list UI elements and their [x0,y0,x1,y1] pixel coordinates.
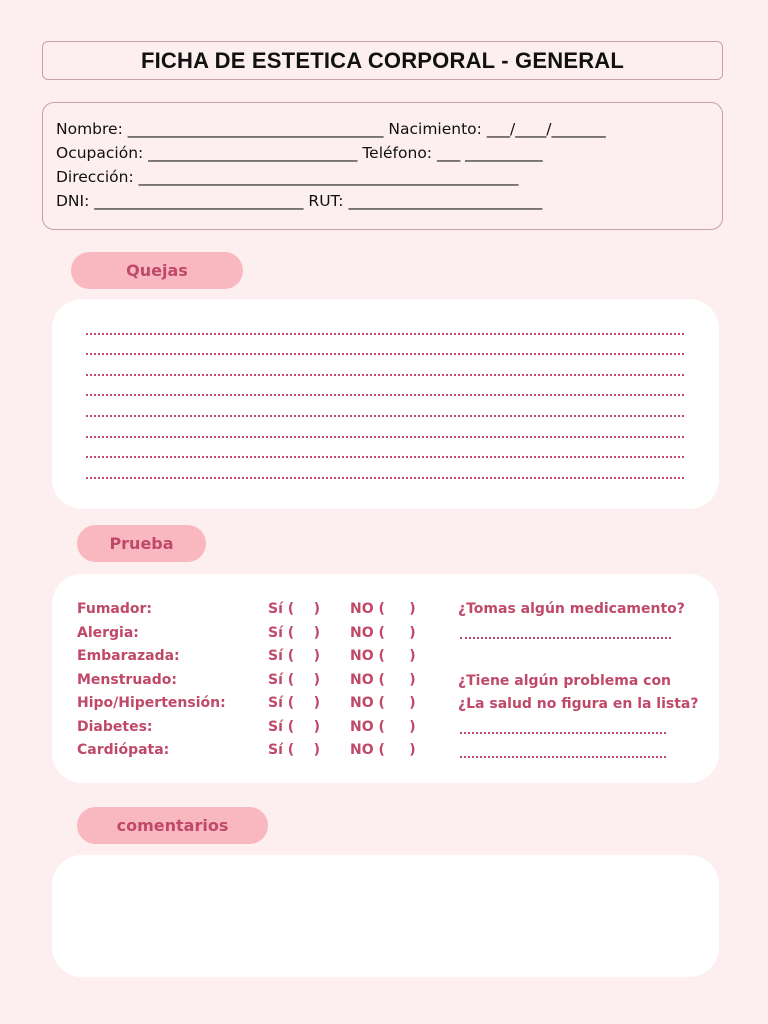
si-checkbox[interactable]: Sí ( ) [268,742,321,758]
health-problem-question: ¿Tiene algún problema con [458,673,672,689]
prueba-card [52,574,719,783]
condition-label: Fumador: [77,601,153,617]
no-checkbox[interactable]: NO ( ) [350,625,416,641]
si-checkbox[interactable]: Sí ( ) [268,625,321,641]
si-checkbox[interactable]: Sí ( ) [268,719,321,735]
writing-line [86,333,684,335]
condition-label: Menstruado: [77,672,177,688]
no-checkbox[interactable]: NO ( ) [350,648,416,664]
writing-line [86,415,684,417]
name-birth-line[interactable]: Nombre: _________________________________ Nacimiento: ___/____/_______ [56,120,606,138]
no-checkbox[interactable]: NO ( ) [350,719,416,735]
occupation-phone-line[interactable]: Ocupación: ___________________________ Teléfono: ___ __________ [56,144,543,162]
no-checkbox[interactable]: NO ( ) [350,695,416,711]
writing-line [86,374,684,376]
title-box [42,41,723,80]
dni-rut-line[interactable]: DNI: ___________________________ RUT: _________________________ [56,192,543,210]
si-checkbox[interactable]: Sí ( ) [268,601,321,617]
si-checkbox[interactable]: Sí ( ) [268,695,321,711]
writing-line [86,456,684,458]
form-title: FICHA DE ESTETICA CORPORAL - GENERAL [140,47,625,73]
medication-answer-line[interactable] [460,637,671,639]
medication-question: ¿Tomas algún medicamento? [458,601,685,617]
condition-label: Diabetes: [77,719,153,735]
no-checkbox[interactable]: NO ( ) [350,742,416,758]
comentarios-label: comentarios [77,807,268,844]
si-checkbox[interactable]: Sí ( ) [268,672,321,688]
quejas-card[interactable] [52,299,719,509]
health-answer-line[interactable] [460,732,666,734]
writing-line [86,477,684,479]
condition-label: Cardiópata: [77,742,170,758]
writing-line [86,353,684,355]
condition-label: Alergia: [77,625,139,641]
writing-line [86,394,684,396]
comentarios-card[interactable] [52,855,719,977]
no-checkbox[interactable]: NO ( ) [350,672,416,688]
prueba-label: Prueba [77,525,206,562]
health-answer-line[interactable] [460,756,666,758]
condition-label: Embarazada: [77,648,180,664]
si-checkbox[interactable]: Sí ( ) [268,648,321,664]
quejas-label: Quejas [71,252,243,289]
condition-label: Hipo/Hipertensión: [77,695,226,711]
no-checkbox[interactable]: NO ( ) [350,601,416,617]
personal-info-box [42,102,723,230]
health-problem-question-cont: ¿La salud no figura en la lista? [458,696,699,712]
address-line[interactable]: Dirección: _________________________________________________ [56,168,519,186]
writing-line [86,436,684,438]
